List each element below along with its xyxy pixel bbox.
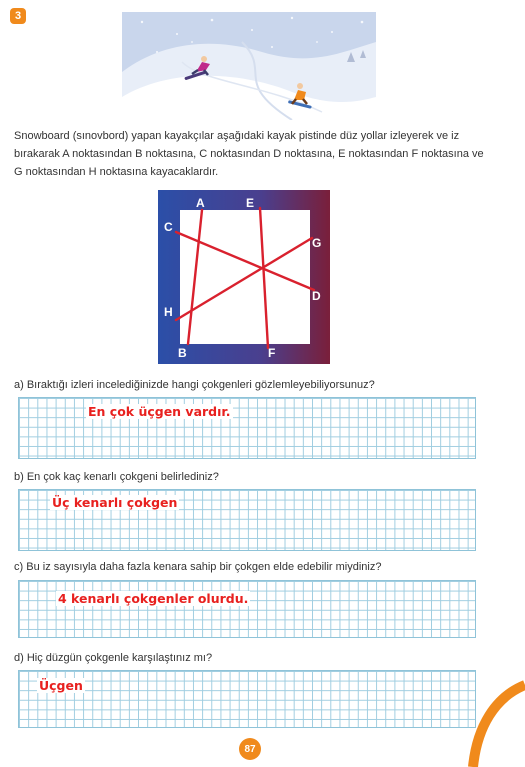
question-d-label: d) bbox=[14, 652, 24, 664]
point-label-g: G bbox=[312, 236, 322, 250]
point-label-b: B bbox=[178, 346, 187, 360]
question-b bbox=[14, 471, 219, 483]
question-c-text: Bu iz sayısıyla daha fazla kenara sahip bir çokgen elde edebilir miydiniz? bbox=[26, 561, 382, 573]
question-a-text: Bıraktığı izleri incelediğinizde hangi çokgenleri gözlemleyebiliyorsunuz? bbox=[26, 379, 375, 391]
intro-paragraph: Snowboard (sınovbord) yapan kayakçılar aşağıdaki kayak pistinde düz yollar izleyerek ve iz bırakarak A noktasından B noktasına, C noktasından D noktasına, E noktasından F noktasına ve G noktasından H noktasına kayacaklardır. bbox=[14, 130, 484, 178]
page-number: 87 bbox=[239, 738, 261, 760]
point-label-c: C bbox=[164, 220, 173, 234]
point-label-a: A bbox=[196, 196, 205, 210]
point-label-e: E bbox=[246, 196, 255, 210]
answer-a: En çok üçgen vardır. bbox=[88, 404, 231, 419]
question-b-label: b) bbox=[14, 471, 24, 483]
question-a-label: a) bbox=[14, 379, 24, 391]
answer-grid-c[interactable] bbox=[18, 580, 476, 638]
corner-decoration bbox=[465, 677, 525, 767]
snowboard-illustration bbox=[122, 12, 376, 120]
question-number-badge: 3 bbox=[10, 8, 26, 24]
question-b-text: En çok kaç kenarlı çokgeni belirlediniz? bbox=[26, 471, 219, 483]
question-c bbox=[14, 561, 381, 573]
point-label-h: H bbox=[164, 305, 173, 319]
question-c-label: c) bbox=[14, 561, 24, 573]
question-d-text: Hiç düzgün çokgenle karşılaştınız mı? bbox=[26, 652, 213, 664]
ski-track-diagram bbox=[158, 190, 330, 364]
answer-d: Üçgen bbox=[39, 678, 83, 693]
point-label-f: F bbox=[268, 346, 276, 360]
question-d bbox=[14, 652, 212, 664]
point-label-d: D bbox=[312, 289, 321, 303]
answer-c: 4 kenarlı çokgenler olurdu. bbox=[58, 591, 249, 606]
answer-grid-d[interactable] bbox=[18, 670, 476, 728]
answer-b: Üç kenarlı çokgen bbox=[52, 495, 178, 510]
question-a bbox=[14, 379, 375, 391]
